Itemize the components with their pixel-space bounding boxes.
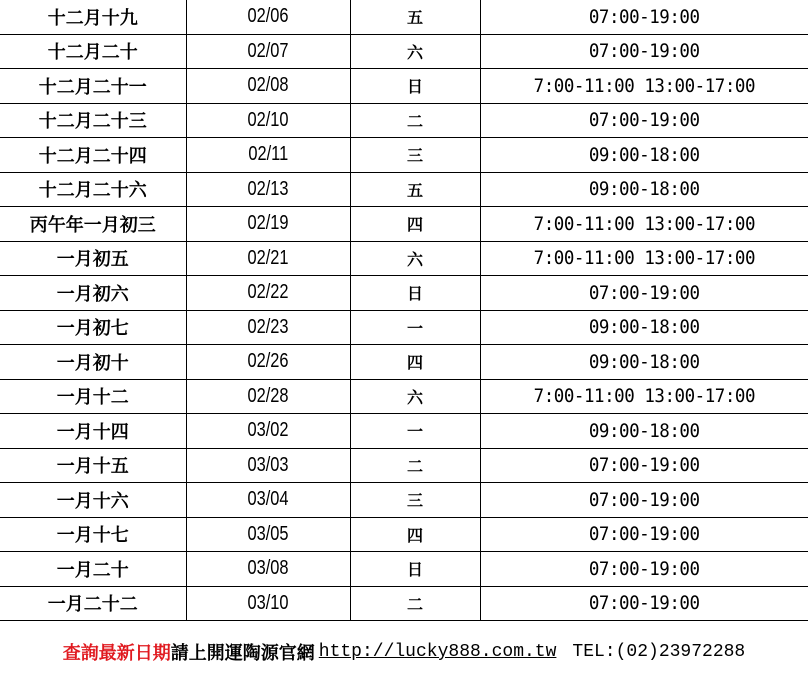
hours-cell-text: 7:00-11:00 13:00-17:00 xyxy=(533,247,755,270)
weekday-cell xyxy=(350,34,480,69)
weekday-cell xyxy=(350,172,480,207)
weekday-cell-text: 一 xyxy=(406,318,423,338)
date-cell-text: 02/21 xyxy=(247,246,289,269)
hours-cell xyxy=(480,69,808,104)
lunar-date-cell xyxy=(0,172,186,207)
footer-highlight: 查詢最新日期 xyxy=(62,643,171,664)
lunar-date-cell-text: 一月十六 xyxy=(56,490,129,512)
date-cell xyxy=(186,34,350,69)
table-row xyxy=(0,103,808,138)
table-row xyxy=(0,483,808,518)
table-row xyxy=(0,310,808,345)
weekday-cell-text: 四 xyxy=(406,353,423,373)
date-cell-text: 03/02 xyxy=(247,419,289,442)
hours-cell xyxy=(480,483,808,518)
weekday-cell-text: 三 xyxy=(406,491,423,511)
hours-cell-text: 07:00-19:00 xyxy=(588,523,700,546)
weekday-cell xyxy=(350,379,480,414)
table-row xyxy=(0,276,808,311)
hours-cell-text: 07:00-19:00 xyxy=(588,454,700,477)
date-cell xyxy=(186,483,350,518)
date-cell xyxy=(186,586,350,621)
lunar-date-cell-text: 一月初五 xyxy=(56,249,129,271)
hours-cell xyxy=(480,34,808,69)
lunar-date-cell xyxy=(0,69,186,104)
date-cell xyxy=(186,379,350,414)
hours-cell xyxy=(480,0,808,34)
lunar-date-cell xyxy=(0,241,186,276)
lunar-date-cell-text: 十二月二十 xyxy=(47,42,138,64)
date-cell-text: 02/11 xyxy=(248,143,288,166)
weekday-cell-text: 五 xyxy=(406,180,423,200)
date-cell xyxy=(186,0,350,34)
weekday-cell-text: 二 xyxy=(406,456,423,476)
lunar-date-cell xyxy=(0,552,186,587)
hours-cell xyxy=(480,448,808,483)
weekday-cell xyxy=(350,138,480,173)
date-cell-text: 02/08 xyxy=(247,74,289,97)
lunar-date-cell-text: 一月十四 xyxy=(56,421,129,443)
lunar-date-cell xyxy=(0,310,186,345)
date-cell xyxy=(186,414,350,449)
weekday-cell-text: 六 xyxy=(406,387,423,407)
weekday-cell-text: 日 xyxy=(406,560,423,580)
weekday-cell-text: 六 xyxy=(406,249,423,269)
table-row xyxy=(0,414,808,449)
hours-cell xyxy=(480,310,808,345)
table-row xyxy=(0,345,808,380)
weekday-cell xyxy=(350,69,480,104)
weekday-cell xyxy=(350,103,480,138)
hours-cell-text: 07:00-19:00 xyxy=(588,40,700,63)
weekday-cell-text: 二 xyxy=(406,594,423,614)
telephone-text: TEL:(02)23972288 xyxy=(572,642,746,662)
hours-cell-text: 07:00-19:00 xyxy=(588,557,700,580)
weekday-cell xyxy=(350,207,480,242)
lunar-date-cell xyxy=(0,276,186,311)
hours-cell xyxy=(480,138,808,173)
lunar-date-cell xyxy=(0,345,186,380)
hours-cell-text: 07:00-19:00 xyxy=(588,281,700,304)
date-cell-text: 02/22 xyxy=(247,281,289,304)
weekday-cell xyxy=(350,241,480,276)
hours-cell-text: 07:00-19:00 xyxy=(588,488,700,511)
hours-cell xyxy=(480,241,808,276)
lunar-date-cell-text: 十二月二十六 xyxy=(38,180,147,202)
hours-cell xyxy=(480,172,808,207)
date-cell xyxy=(186,69,350,104)
hours-cell-text: 09:00-18:00 xyxy=(588,350,700,373)
hours-cell xyxy=(480,552,808,587)
table-row xyxy=(0,172,808,207)
lunar-date-cell xyxy=(0,517,186,552)
hours-cell xyxy=(480,586,808,621)
lunar-date-cell-text: 一月初七 xyxy=(56,318,129,340)
hours-cell-text: 7:00-11:00 13:00-17:00 xyxy=(533,74,755,97)
date-cell-text: 02/26 xyxy=(247,350,289,373)
hours-cell-text: 7:00-11:00 13:00-17:00 xyxy=(533,212,755,235)
weekday-cell-text: 日 xyxy=(406,77,423,97)
lunar-date-cell xyxy=(0,414,186,449)
date-cell xyxy=(186,172,350,207)
date-cell-text: 03/10 xyxy=(247,591,289,614)
lunar-date-cell-text: 一月十五 xyxy=(56,456,129,478)
hours-cell-text: 09:00-18:00 xyxy=(588,419,700,442)
hours-cell-text: 07:00-19:00 xyxy=(588,109,700,132)
hours-cell xyxy=(480,414,808,449)
weekday-cell xyxy=(350,448,480,483)
date-cell xyxy=(186,241,350,276)
hours-cell-text: 7:00-11:00 13:00-17:00 xyxy=(533,385,755,408)
date-cell xyxy=(186,448,350,483)
hours-cell-text: 07:00-19:00 xyxy=(588,592,700,615)
weekday-cell xyxy=(350,345,480,380)
table-row xyxy=(0,379,808,414)
weekday-cell xyxy=(350,414,480,449)
table-row xyxy=(0,207,808,242)
date-cell-text: 03/04 xyxy=(247,488,289,511)
hours-cell-text: 07:00-19:00 xyxy=(588,5,700,28)
weekday-cell-text: 四 xyxy=(406,525,423,545)
date-cell-text: 02/07 xyxy=(247,39,289,62)
lunar-date-cell xyxy=(0,379,186,414)
lunar-date-cell xyxy=(0,138,186,173)
website-link[interactable]: http://lucky888.com.tw xyxy=(318,642,557,662)
date-cell-text: 03/05 xyxy=(247,522,289,545)
hours-cell-text: 09:00-18:00 xyxy=(588,316,700,339)
date-cell xyxy=(186,310,350,345)
weekday-cell xyxy=(350,483,480,518)
date-cell-text: 02/13 xyxy=(247,177,289,200)
lunar-date-cell-text: 丙午年一月初三 xyxy=(29,214,156,236)
weekday-cell-text: 二 xyxy=(406,111,423,131)
weekday-cell xyxy=(350,517,480,552)
lunar-date-cell xyxy=(0,0,186,34)
date-cell xyxy=(186,345,350,380)
lunar-date-cell-text: 十二月二十三 xyxy=(38,111,147,133)
hours-cell xyxy=(480,517,808,552)
weekday-cell xyxy=(350,552,480,587)
table-row xyxy=(0,586,808,621)
date-cell-text: 03/03 xyxy=(247,453,289,476)
date-cell-text: 02/19 xyxy=(247,212,289,235)
lunar-date-cell-text: 十二月二十一 xyxy=(38,76,147,98)
date-cell xyxy=(186,517,350,552)
table-row xyxy=(0,138,808,173)
lunar-date-cell xyxy=(0,586,186,621)
hours-cell xyxy=(480,379,808,414)
table-row xyxy=(0,448,808,483)
table-row xyxy=(0,517,808,552)
table-row xyxy=(0,241,808,276)
weekday-cell xyxy=(350,586,480,621)
hours-cell-text: 09:00-18:00 xyxy=(588,143,700,166)
lunar-date-cell-text: 一月初十 xyxy=(56,352,129,374)
hours-cell xyxy=(480,276,808,311)
weekday-cell-text: 六 xyxy=(406,42,423,62)
date-cell-text: 02/28 xyxy=(247,384,289,407)
weekday-cell-text: 五 xyxy=(406,8,423,28)
weekday-cell-text: 一 xyxy=(406,422,423,442)
table-row xyxy=(0,552,808,587)
lunar-date-cell-text: 十二月二十四 xyxy=(38,145,147,167)
weekday-cell xyxy=(350,310,480,345)
lunar-date-cell-text: 一月初六 xyxy=(56,283,129,305)
lunar-date-cell-text: 一月二十二 xyxy=(47,594,138,616)
date-cell xyxy=(186,207,350,242)
date-cell xyxy=(186,552,350,587)
weekday-cell xyxy=(350,0,480,34)
lunar-date-cell xyxy=(0,483,186,518)
lunar-date-cell xyxy=(0,207,186,242)
hours-cell-text: 09:00-18:00 xyxy=(588,178,700,201)
date-cell xyxy=(186,276,350,311)
hours-cell xyxy=(480,207,808,242)
weekday-cell-text: 三 xyxy=(406,146,423,166)
date-cell-text: 03/08 xyxy=(247,557,289,580)
date-cell-text: 02/23 xyxy=(247,315,289,338)
lunar-date-cell xyxy=(0,448,186,483)
date-cell-text: 02/10 xyxy=(247,108,289,131)
hours-cell xyxy=(480,345,808,380)
footer-text: 請上開運陶源官網 xyxy=(170,643,315,664)
lunar-date-cell xyxy=(0,103,186,138)
lunar-date-cell xyxy=(0,34,186,69)
hours-cell xyxy=(480,103,808,138)
lunar-date-cell-text: 十二月十九 xyxy=(47,7,138,29)
weekday-cell xyxy=(350,276,480,311)
weekday-cell-text: 日 xyxy=(406,284,423,304)
footer-notice xyxy=(0,624,808,680)
date-cell xyxy=(186,138,350,173)
date-cell xyxy=(186,103,350,138)
date-cell-text: 02/06 xyxy=(247,5,289,28)
lunar-date-cell-text: 一月二十 xyxy=(56,559,129,581)
table-row xyxy=(0,0,808,34)
table-row xyxy=(0,34,808,69)
table-row xyxy=(0,69,808,104)
lunar-date-cell-text: 一月十七 xyxy=(56,525,129,547)
weekday-cell-text: 四 xyxy=(406,215,423,235)
lunar-date-cell-text: 一月十二 xyxy=(56,387,129,409)
